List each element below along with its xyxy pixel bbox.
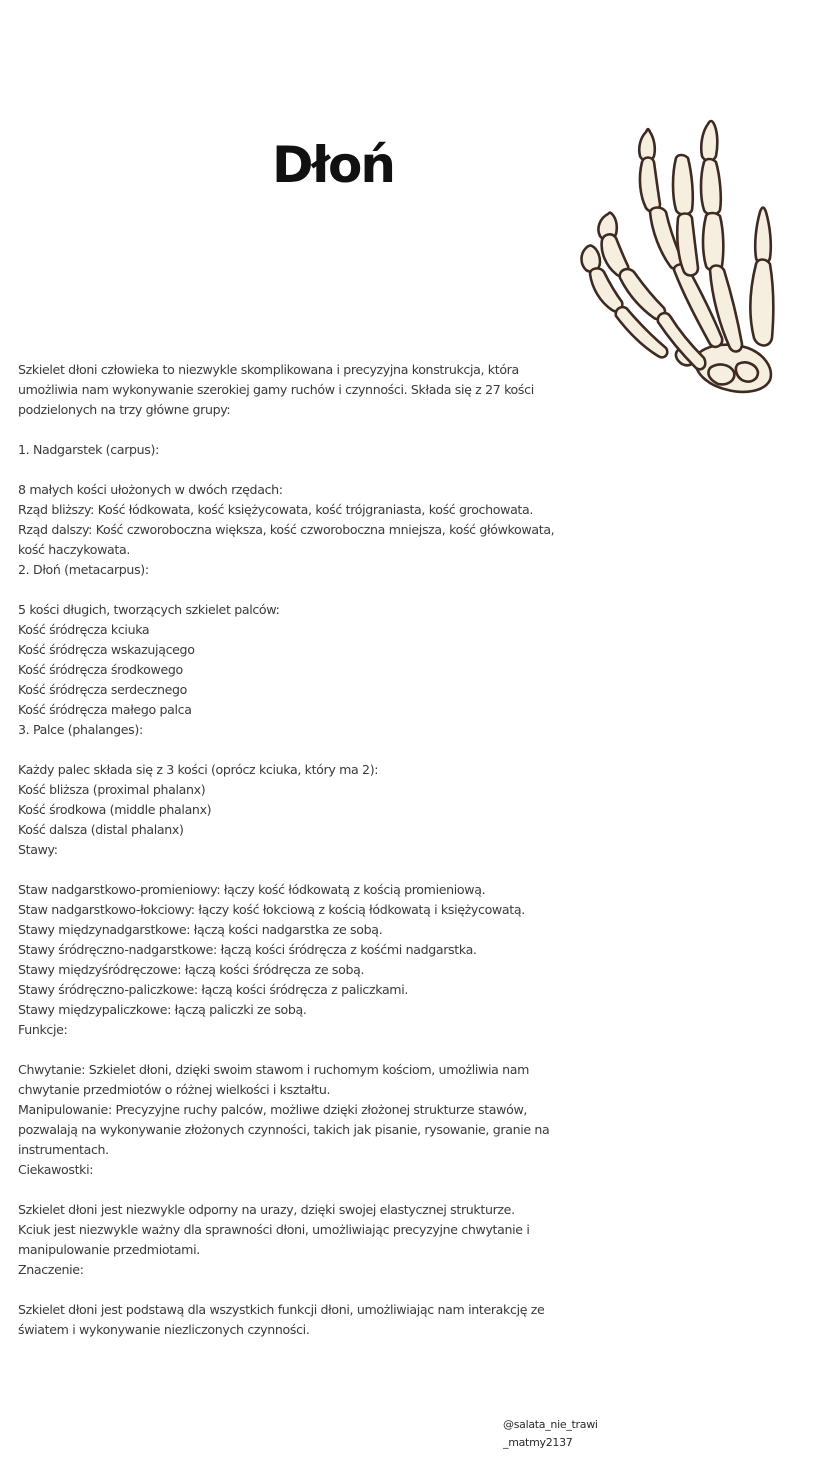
intro-line: podzielonych na trzy główne grupy: [18, 402, 231, 417]
metacarpus-line: Kość śródręcza kciuka [18, 622, 150, 637]
functions-line: pozwalają na wykonywanie złożonych czynności, takich jak pisanie, rysowanie, granie na [18, 1122, 550, 1137]
joints-line: Stawy międzynadgarstkowe: łączą kości nadgarstka ze sobą. [18, 922, 383, 937]
joints-line: Staw nadgarstkowo-promieniowy: łączy kość łódkowatą z kością promieniową. [18, 882, 486, 897]
trivia-line: Szkielet dłoni jest niezwykle odporny na urazy, dzięki swojej elastycznej strukturze. [18, 1202, 515, 1217]
section-heading-joints: Stawy: [18, 842, 58, 857]
joints-line: Stawy międzypaliczkowe: łączą paliczki ze sobą. [18, 1002, 307, 1017]
carpus-line: kość haczykowata. [18, 542, 130, 557]
credit-handle: @salata_nie_trawi [503, 1418, 598, 1431]
section-heading-carpus: 1. Nadgarstek (carpus): [18, 442, 159, 457]
section-heading-functions: Funkcje: [18, 1022, 68, 1037]
section-heading-phalanges: 3. Palce (phalanges): [18, 722, 143, 737]
trivia-line: Kciuk jest niezwykle ważny dla sprawności dłoni, umożliwiając precyzyjne chwytanie i [18, 1222, 530, 1237]
functions-line: Manipulowanie: Precyzyjne ruchy palców, możliwe dzięki złożonej strukturze stawów, [18, 1102, 528, 1117]
phalanges-line: Kość bliższa (proximal phalanx) [18, 782, 206, 797]
joints-line: Stawy międzyśródręczowe: łączą kości śródręcza ze sobą. [18, 962, 365, 977]
section-heading-trivia: Ciekawostki: [18, 1162, 94, 1177]
significance-line: światem i wykonywanie niezliczonych czynności. [18, 1322, 310, 1337]
joints-line: Stawy śródręczno-nadgarstkowe: łączą kości śródręcza z kośćmi nadgarstka. [18, 942, 477, 957]
functions-line: Chwytanie: Szkielet dłoni, dzięki swoim stawom i ruchomym kościom, umożliwia nam [18, 1062, 530, 1077]
trivia-line: manipulowanie przedmiotami. [18, 1242, 200, 1257]
hand-skeleton-icon [578, 118, 808, 403]
phalanges-line: Kość dalsza (distal phalanx) [18, 822, 184, 837]
metacarpus-line: 5 kości długich, tworzących szkielet palców: [18, 602, 280, 617]
functions-line: chwytanie przedmiotów o różnej wielkości i kształtu. [18, 1082, 331, 1097]
metacarpus-line: Kość śródręcza wskazującego [18, 642, 195, 657]
significance-line: Szkielet dłoni jest podstawą dla wszystkich funkcji dłoni, umożliwiając nam interakcję ze [18, 1302, 545, 1317]
page-title: Dłoń [272, 136, 395, 194]
phalanges-line: Kość środkowa (middle phalanx) [18, 802, 212, 817]
author-credit [503, 1416, 598, 1452]
credit-handle-continued: _matmy2137 [503, 1436, 573, 1449]
metacarpus-line: Kość śródręcza środkowego [18, 662, 183, 677]
carpus-line: 8 małych kości ułożonych w dwóch rzędach: [18, 482, 283, 497]
intro-line: Szkielet dłoni człowieka to niezwykle skomplikowana i precyzyjna konstrukcja, która [18, 362, 519, 377]
section-heading-metacarpus: 2. Dłoń (metacarpus): [18, 562, 149, 577]
carpus-line: Rząd dalszy: Kość czworoboczna większa, kość czworoboczna mniejsza, kość główkowata, [18, 522, 555, 537]
metacarpus-line: Kość śródręcza serdecznego [18, 682, 188, 697]
article-body [18, 360, 566, 1340]
joints-line: Stawy śródręczno-paliczkowe: łączą kości śródręcza z paliczkami. [18, 982, 409, 997]
metacarpus-line: Kość śródręcza małego palca [18, 702, 192, 717]
joints-line: Staw nadgarstkowo-łokciowy: łączy kość łokciową z kością łódkowatą i księżycowatą. [18, 902, 525, 917]
functions-line: instrumentach. [18, 1142, 109, 1157]
intro-line: umożliwia nam wykonywanie szerokiej gamy ruchów i czynności. Składa się z 27 kości [18, 382, 534, 397]
section-heading-significance: Znaczenie: [18, 1262, 84, 1277]
phalanges-line: Każdy palec składa się z 3 kości (oprócz kciuka, który ma 2): [18, 762, 379, 777]
carpus-line: Rząd bliższy: Kość łódkowata, kość księżycowata, kość trójgraniasta, kość grochowata. [18, 502, 534, 517]
